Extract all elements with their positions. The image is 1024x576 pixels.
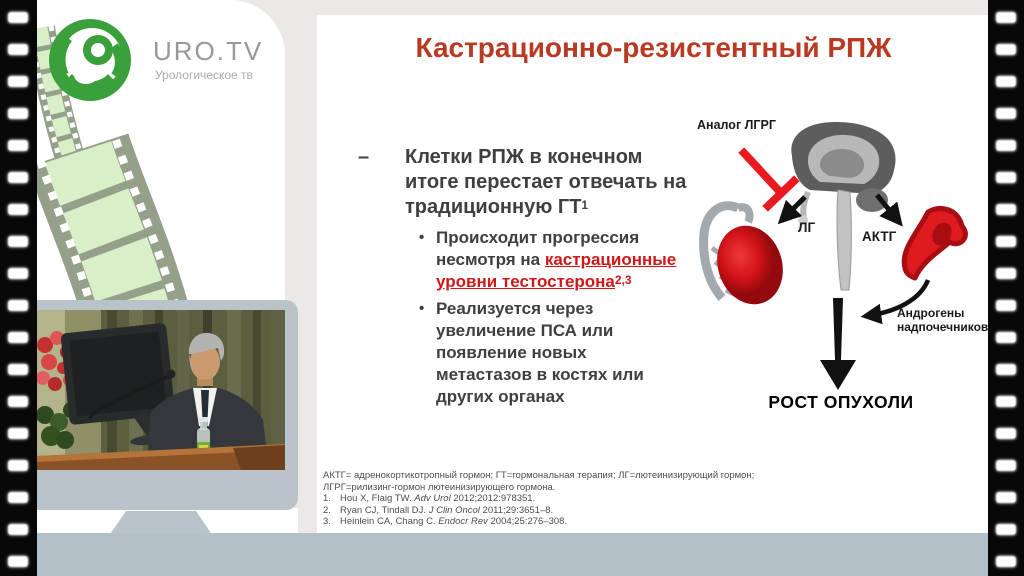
sprocket-hole — [8, 236, 28, 247]
logo-tagline: Урологическое тв — [155, 68, 253, 82]
sprocket-hole — [8, 44, 28, 55]
film-strip-right — [988, 0, 1024, 576]
arrow-tumor-growth — [820, 298, 856, 390]
urotv-logo-mark — [42, 12, 138, 108]
castration-levels-link-2: уровни тестостерона — [436, 272, 615, 291]
label-androgens-line1: Андрогены — [897, 306, 965, 320]
monitor-stand — [111, 511, 211, 533]
sprocket-hole — [996, 108, 1016, 119]
sprocket-hole — [996, 364, 1016, 375]
bullet-main: – Клетки РПЖ в конечном итоге перестает отвечать на традиционную $ГТ^1$ — [358, 146, 687, 218]
sprocket-hole — [8, 460, 28, 471]
sprocket-hole — [8, 492, 28, 503]
sprocket-hole — [996, 172, 1016, 183]
gutter-top — [285, 0, 990, 15]
sprocket-hole — [996, 300, 1016, 311]
sprocket-hole — [8, 108, 28, 119]
sprocket-hole — [996, 12, 1016, 23]
inhibition-arrow — [744, 153, 794, 206]
abbrev-line: АКТГ= адренокортикотропный гормон; ГТ=гормональная терапия; ЛГ=лютеинизирующий гормон; — [323, 470, 755, 481]
reference-1: 1. Hou X, Flaig TW. Adv Urol 2012;2012:978351. — [323, 493, 536, 504]
sub-bullet-realization: • Реализуется через увеличение ПСА или появление новых метастазов в костях или других органах — [419, 299, 644, 406]
label-androgens-line2: надпочечников — [897, 320, 989, 334]
sprocket-hole — [996, 556, 1016, 567]
slide-title: Кастрационно-резистентный РПЖ — [415, 32, 892, 63]
testis-illustration — [704, 206, 793, 313]
label-aktg: АКТГ — [862, 229, 897, 244]
urotv-logo — [42, 12, 282, 112]
label-analog-lgrg: Аналог ЛГРГ — [697, 118, 776, 132]
sprocket-hole — [8, 76, 28, 87]
sprocket-hole — [8, 140, 28, 151]
sprocket-hole — [996, 460, 1016, 471]
slide-footnotes — [323, 470, 754, 528]
superscript-ref: 2,3 — [614, 273, 632, 287]
bullet-dash: – — [358, 146, 370, 168]
sprocket-hole — [996, 492, 1016, 503]
sprocket-hole — [8, 268, 28, 279]
superscript-ref: 1 — [581, 198, 589, 212]
sprocket-hole — [8, 12, 28, 23]
label-lg: ЛГ — [798, 220, 816, 235]
sprocket-hole — [996, 204, 1016, 215]
sprocket-hole — [8, 524, 28, 535]
label-tumor-growth: РОСТ ОПУХОЛИ — [768, 392, 914, 412]
abbrev-line: ЛГРГ=рилизинг-гормон лютеинизирующего гормона. — [323, 481, 556, 493]
sprocket-hole — [996, 396, 1016, 407]
speaker-photo — [37, 310, 285, 470]
sprocket-hole — [996, 44, 1016, 55]
sprocket-hole — [996, 524, 1016, 535]
sprocket-hole — [996, 332, 1016, 343]
film-strip-left — [0, 0, 37, 576]
sprocket-hole — [8, 332, 28, 343]
sprocket-hole — [8, 172, 28, 183]
sprocket-hole — [996, 268, 1016, 279]
speaker-video-monitor — [37, 300, 298, 510]
sprocket-hole — [8, 396, 28, 407]
hormone-axis-diagram — [690, 108, 990, 423]
brain-illustration — [791, 122, 895, 290]
sub-bullet-progression: • Происходит прогрессия несмотря на кастрационные уровни тестостерона$^{2,3}$ — [419, 228, 677, 291]
reference-3: 3. Heinlein CA, Chang C. Endocr Rev 2004;25:276–308. — [323, 516, 568, 527]
logo-wordmark: URO.TV — [153, 36, 264, 66]
adrenal-illustration — [904, 208, 965, 278]
sprocket-hole — [996, 140, 1016, 151]
castration-levels-link: кастрационные — [544, 250, 677, 269]
monitor-bottom-band — [37, 533, 988, 576]
sprocket-hole — [996, 76, 1016, 87]
sprocket-hole — [996, 236, 1016, 247]
sprocket-hole — [8, 364, 28, 375]
presentation-slide — [317, 15, 990, 532]
sprocket-hole — [8, 428, 28, 439]
sprocket-hole — [8, 204, 28, 215]
sprocket-hole — [8, 300, 28, 311]
sprocket-hole — [996, 428, 1016, 439]
reference-2: 2. Ryan CJ, Tindall DJ. J Clin Oncol 2011;29:3651–8. — [323, 504, 554, 516]
sprocket-hole — [8, 556, 28, 567]
